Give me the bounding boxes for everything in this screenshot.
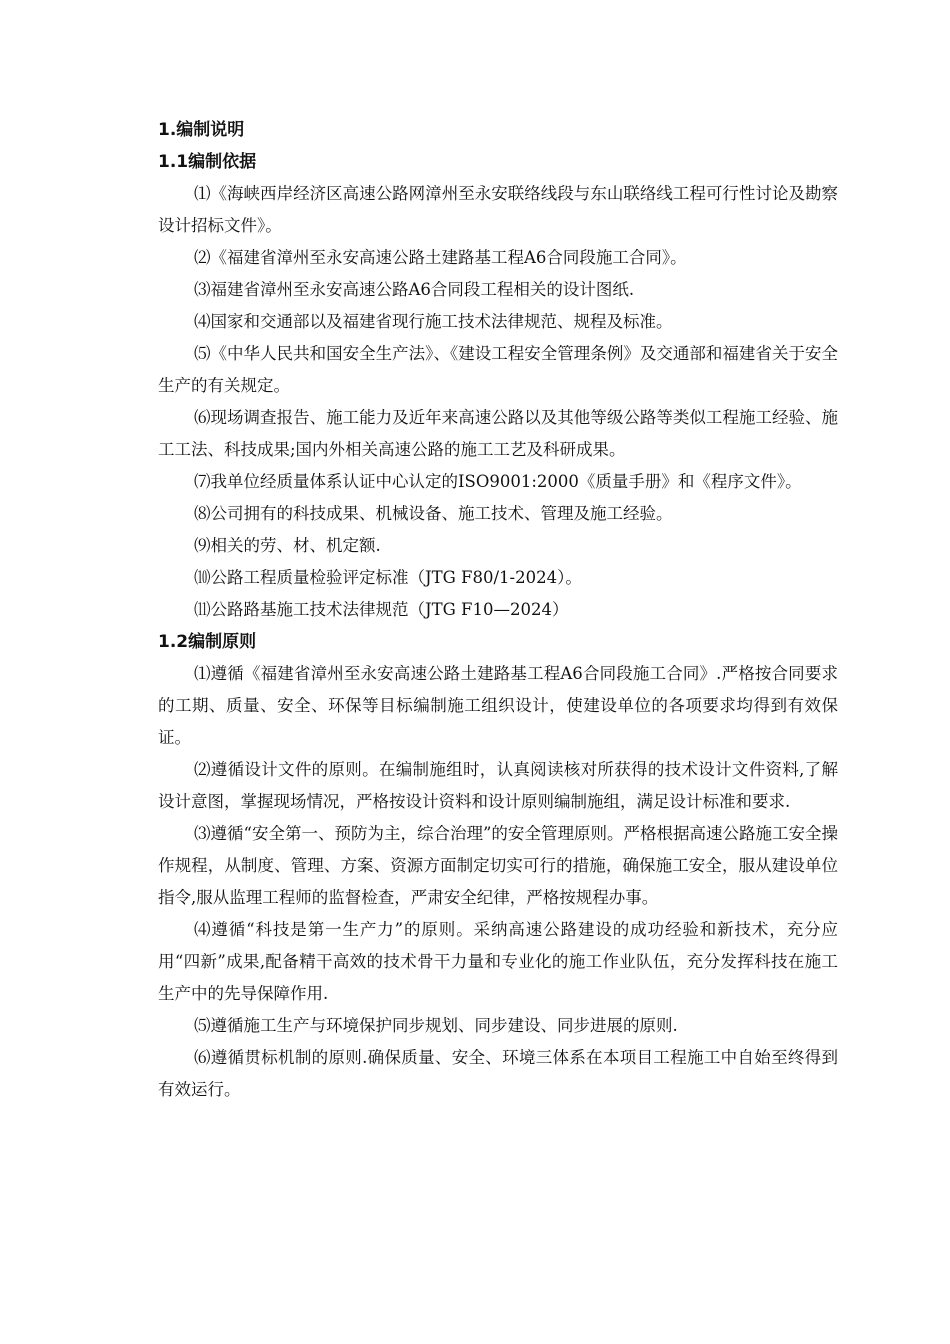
basis-item-2: ⑵《福建省漳州至永安高速公路土建路基工程A6合同段施工合同》。 (194, 248, 687, 267)
basis-item-11: ⑾公路路基施工技术法律规范（JTG F10—2024） (194, 600, 569, 619)
principle-item-4: ⑷遵循“科技是第一生产力”的原则。采纳高速公路建设的成功经验和新技术，充分应用“四新”成果,配备精干高效的技术骨干力量和专业化的施工作业队伍，充分发挥科技在施工生产中的先导保障作用. (158, 920, 838, 1003)
principle-item-2: ⑵遵循设计文件的原则。在编制施组时，认真阅读核对所获得的技术设计文件资料,了解设计意图，掌握现场情况，严格按设计资料和设计原则编制施组，满足设计标准和要求. (158, 760, 838, 811)
principle-item-3: ⑶遵循“安全第一、预防为主，综合治理”的安全管理原则。严格根据高速公路施工安全操作规程，从制度、管理、方案、资源方面制定切实可行的措施，确保施工安全，服从建设单位指令,服从监理工程师的监督检查，严肃安全纪律，严格按规程办事。 (158, 824, 838, 907)
document-page (158, 114, 838, 1106)
basis-item-3: ⑶福建省漳州至永安高速公路A6合同段工程相关的设计图纸. (194, 280, 635, 299)
basis-item-4: ⑷国家和交通部以及福建省现行施工技术法律规范、规程及标准。 (194, 312, 673, 331)
basis-item-5: ⑸《中华人民共和国安全生产法》、《建设工程安全管理条例》及交通部和福建省关于安全生产的有关规定。 (158, 344, 838, 395)
basis-item-10: ⑽公路工程质量检验评定标准（JTG F80/1-2024）。 (194, 568, 582, 587)
principle-item-1: ⑴遵循《福建省漳州至永安高速公路土建路基工程A6合同段施工合同》.严格按合同要求的工期、质量、安全、环保等目标编制施工组织设计，使建设单位的各项要求均得到有效保证。 (158, 664, 838, 747)
principle-item-6: ⑹遵循贯标机制的原则.确保质量、安全、环境三体系在本项目工程施工中自始至终得到有效运行。 (158, 1048, 838, 1099)
basis-item-7: ⑺我单位经质量体系认证中心认定的ISO9001:2000《质量手册》和《程序文件》。 (194, 472, 802, 491)
section-1-heading: 1.编制说明 (158, 120, 245, 140)
section-1-1-heading: 1.1编制依据 (158, 152, 257, 172)
basis-item-9: ⑼相关的劳、材、机定额. (194, 536, 381, 555)
basis-item-6: ⑹现场调查报告、施工能力及近年来高速公路以及其他等级公路等类似工程施工经验、施工工法、科技成果;国内外相关高速公路的施工工艺及科研成果。 (158, 408, 838, 459)
basis-item-1: ⑴《海峡西岸经济区高速公路网漳州至永安联络线段与东山联络线工程可行性讨论及勘察设计招标文件》。 (158, 184, 838, 235)
section-1-2-heading: 1.2编制原则 (158, 632, 257, 652)
basis-item-8: ⑻公司拥有的科技成果、机械设备、施工技术、管理及施工经验。 (194, 504, 673, 523)
principle-item-5: ⑸遵循施工生产与环境保护同步规划、同步建设、同步进展的原则. (194, 1016, 678, 1035)
